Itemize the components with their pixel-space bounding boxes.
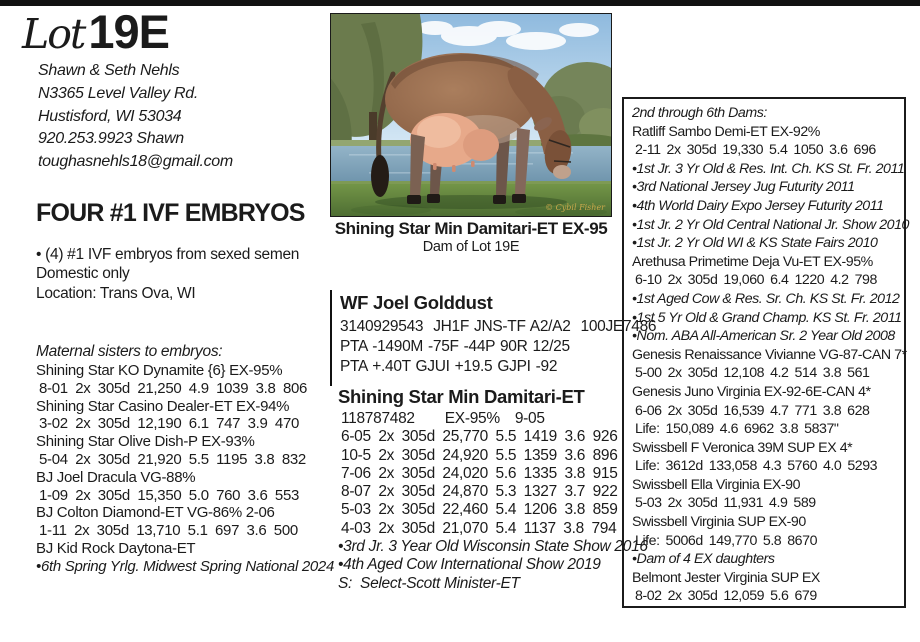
consignor-line: Hustisford, WI 53034	[38, 107, 182, 125]
photo-caption: Shining Star Min Damitari-ET EX-95	[334, 219, 608, 238]
maternal-sister-line: Shining Star Casino Dealer-ET EX-94%	[36, 397, 290, 415]
dams-box-line: •1st 5 Yr Old & Grand Champ. KS St. Fr. 2011	[632, 309, 902, 326]
sire-detail-line: PTA -1490M -75F -44P 90R 12/25	[340, 337, 570, 355]
offering-title: FOUR #1 IVF EMBRYOS	[36, 199, 305, 227]
consignor-block	[38, 60, 233, 174]
maternal-sister-line: 3-02 2x 305d 12,190 6.1 747 3.9 470	[39, 415, 300, 433]
dam-block	[338, 386, 648, 593]
sire-details	[340, 317, 656, 376]
consignor-line: N3365 Level Valley Rd.	[38, 84, 199, 102]
dams-box-line: Genesis Juno Virginia EX-92-6E-CAN 4*	[632, 383, 871, 400]
sire-block	[330, 290, 656, 386]
maternal-sisters-heading: Maternal sisters to embryos:	[36, 343, 223, 360]
dam-detail-line: 7-06 2x 305d 24,020 5.6 1335 3.8 915	[341, 464, 618, 482]
dams-box-line: 6-10 2x 305d 19,060 6.4 1220 4.2 798	[635, 272, 877, 289]
dams-box-line: Arethusa Primetime Deja Vu-ET EX-95%	[632, 253, 873, 270]
sire-name: WF Joel Golddust	[340, 292, 493, 313]
sire-detail-line: PTA +.40T GJUI +19.5 GJPI -92	[340, 357, 558, 375]
dams-box-line: 2-11 2x 305d 19,330 5.4 1050 3.6 696	[635, 142, 876, 159]
dams-box-line: •1st Jr. 2 Yr Old Central National Jr. Show 2010	[632, 216, 909, 233]
dam-details	[338, 410, 648, 593]
dams-box-line: Swissbell F Veronica 39M SUP EX 4*	[632, 439, 853, 456]
photo-credit: © Cybil Fisher	[545, 203, 605, 212]
maternal-sisters-list	[36, 362, 336, 576]
dams-box-line: 5-03 2x 305d 11,931 4.9 589	[635, 495, 816, 512]
maternal-sister-line: •6th Spring Yrlg. Midwest Spring National 2024	[36, 557, 335, 575]
dam-detail-line: 4-03 2x 305d 21,070 5.4 1137 3.8 794	[341, 519, 617, 537]
dam-detail-line: 6-05 2x 305d 25,770 5.5 1419 3.6 926	[341, 428, 618, 446]
dams-box-line: Life: 3612d 133,058 4.3 5760 4.0 5293	[635, 458, 878, 475]
maternal-sister-line: BJ Joel Dracula VG-88%	[36, 468, 196, 486]
cow-photo-image	[331, 14, 611, 216]
dams-box-line: 8-02 2x 305d 12,059 5.6 679	[635, 588, 817, 605]
dams-box-line: Life: 150,089 4.6 6962 3.8 5837"	[635, 421, 839, 438]
dams-box-line: Belmont Jester Virginia SUP EX	[632, 569, 820, 586]
dams-box-line: Swissbell Virginia SUP EX-90	[632, 514, 806, 531]
offering-detail-line: Domestic only	[36, 265, 130, 283]
dam-detail-line: 10-5 2x 305d 24,920 5.5 1359 3.6 896	[341, 446, 618, 464]
dams-box-line: •1st Jr. 2 Yr Old WI & KS State Fairs 2010	[632, 235, 878, 252]
maternal-sister-line: BJ Kid Rock Daytona-ET	[36, 539, 196, 557]
dams-box-list	[632, 123, 909, 606]
maternal-sister-line: 1-11 2x 305d 13,710 5.1 697 3.6 500	[39, 522, 298, 540]
lot-number: 19E	[88, 5, 170, 58]
dam-detail-line: •4th Aged Cow International Show 2019	[338, 556, 601, 574]
dams-box-line: •1st Jr. 3 Yr Old & Res. Int. Ch. KS St. Fr. 2011	[632, 160, 905, 177]
maternal-sister-line: 8-01 2x 305d 21,250 4.9 1039 3.8 806	[39, 379, 308, 397]
lot-label: Lot	[22, 10, 85, 58]
dams-box-line: •1st Aged Cow & Res. Sr. Ch. KS St. Fr. 2012	[632, 290, 900, 307]
dam-detail-line: 118787482 EX-95% 9-05	[341, 410, 545, 427]
offering-detail-line: Location: Trans Ova, WI	[36, 284, 196, 302]
dams-box-line: Genesis Renaissance Vivianne VG-87-CAN 7*	[632, 346, 907, 363]
consignor-line: Shawn & Seth Nehls	[38, 62, 180, 79]
dams-box-line: •Nom. ABA All-American Sr. 2 Year Old 2008	[632, 328, 895, 345]
dam-name: Shining Star Min Damitari-ET	[338, 386, 585, 407]
dams-box-line: 5-00 2x 305d 12,108 4.2 514 3.8 561	[635, 365, 870, 382]
dam-detail-line: 5-03 2x 305d 22,460 5.4 1206 3.8 859	[341, 501, 618, 519]
dams-box-line: Life: 5006d 149,770 5.8 8670	[635, 532, 818, 549]
dam-detail-line: S: Select-Scott Minister-ET	[338, 574, 520, 592]
lot-header	[22, 4, 169, 59]
maternal-sister-line: Shining Star KO Dynamite {6} EX-95%	[36, 362, 283, 379]
photo-subcaption: Dam of Lot 19E	[422, 239, 520, 255]
dam-detail-line: •3rd Jr. 3 Year Old Wisconsin State Show 2016	[338, 538, 648, 556]
dams-box-heading: 2nd through 6th Dams:	[632, 105, 767, 121]
offering-detail-line: • (4) #1 IVF embryos from sexed semen	[36, 246, 300, 263]
sire-detail-line: 3140929543 JH1F JNS-TF A2/A2 100JE7486	[340, 318, 657, 335]
cow-photo	[330, 13, 612, 217]
dams-box-line: Swissbell Ella Virginia EX-90	[632, 476, 801, 493]
consignor-line: 920.253.9923 Shawn	[38, 130, 184, 148]
maternal-sister-line: BJ Colton Diamond-ET VG-86% 2-06	[36, 504, 275, 522]
dams-box-line: •Dam of 4 EX daughters	[632, 551, 775, 568]
maternal-sister-line: 1-09 2x 305d 15,350 5.0 760 3.6 553	[39, 486, 300, 504]
consignor-line: toughasnehls18@gmail.com	[38, 153, 233, 171]
dam-detail-line: 8-07 2x 305d 24,870 5.3 1327 3.7 922	[341, 483, 618, 501]
dams-box-line: •3rd National Jersey Jug Futurity 2011	[632, 179, 855, 196]
dams-box-line: •4th World Dairy Expo Jersey Futurity 2011	[632, 197, 884, 214]
dams-box	[622, 97, 909, 608]
maternal-sister-line: Shining Star Olive Dish-P EX-93%	[36, 433, 255, 451]
dams-box-line: Ratliff Sambo Demi-ET EX-92%	[632, 123, 820, 140]
offering-details	[36, 245, 299, 303]
dams-box-line: 6-06 2x 305d 16,539 4.7 771 3.8 628	[635, 402, 870, 419]
maternal-sister-line: 5-04 2x 305d 21,920 5.5 1195 3.8 832	[39, 450, 306, 468]
